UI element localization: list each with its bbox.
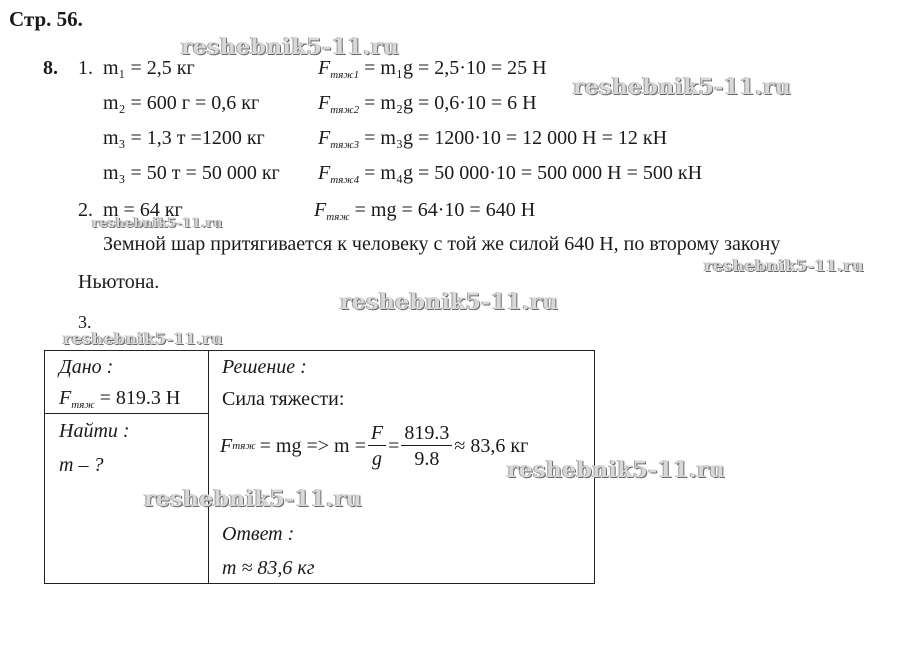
formula-expression: = m₄g = 50 000·10 = 500 000 Н = 500 кН (364, 162, 703, 184)
fraction-denominator: 9.8 (414, 448, 440, 470)
fraction-numerator: F (368, 423, 386, 446)
watermark: reshebnik5-11.ru (340, 289, 559, 315)
part2-formula (314, 200, 535, 223)
force-subscript: тяж4 (330, 174, 360, 186)
formula-expression: = m₂g = 0,6·10 = 6 Н (364, 92, 537, 114)
force-symbol: F (314, 199, 327, 221)
force-symbol: F (318, 127, 331, 149)
force-subscript: тяж (232, 439, 256, 452)
part2-label: 2. (78, 199, 93, 221)
formula-expression: = mg = 64·10 = 640 Н (354, 199, 536, 221)
part1-label: 1. (78, 57, 93, 79)
part3-label: 3. (78, 312, 92, 332)
force-subscript: тяж3 (330, 139, 360, 151)
part1-row2-formula (318, 93, 537, 116)
watermark: reshebnik5-11.ru (573, 74, 792, 100)
given-title: Дано : (59, 356, 114, 378)
solution-text: Сила тяжести: (222, 388, 345, 410)
equals-sign: = (388, 435, 400, 457)
force-subscript: тяж1 (330, 69, 360, 81)
fraction-denominator: g (372, 448, 382, 470)
force-symbol: F (318, 57, 331, 79)
force-subscript: тяж2 (330, 104, 360, 116)
part2-mass: m = 64 кг (103, 199, 183, 221)
result-value: ≈ 83,6 кг (454, 435, 529, 457)
force-symbol: F (318, 92, 331, 114)
part1-row1-formula (318, 58, 547, 81)
force-symbol: F (59, 387, 72, 409)
table-divider-horizontal (45, 413, 208, 414)
watermark: reshebnik5-11.ru (63, 329, 223, 348)
answer-value: m ≈ 83,6 кг (222, 557, 315, 579)
page-title: Стр. 56. (9, 7, 83, 31)
watermark: reshebnik5-11.ru (144, 486, 363, 512)
part2-explanation-line1: Земной шар притягивается к человеку с той же силой 640 Н, по второму закону (103, 233, 781, 255)
solution-formula (220, 423, 528, 469)
part1-row2-mass: m₂ = 600 г = 0,6 кг (103, 92, 260, 114)
force-subscript: тяж (326, 211, 350, 223)
formula-expression: = m₃g = 1200·10 = 12 000 Н = 12 кН (364, 127, 668, 149)
part1-row4-mass: m₃ = 50 т = 50 000 кг (103, 162, 280, 184)
watermark: reshebnik5-11.ru (92, 216, 223, 231)
part1-row3-mass: m₃ = 1,3 т =1200 кг (103, 127, 265, 149)
fraction-values (401, 423, 452, 469)
find-title: Найти : (59, 420, 130, 442)
solution-title: Решение : (222, 356, 307, 378)
watermark: reshebnik5-11.ru (181, 34, 400, 60)
watermark: reshebnik5-11.ru (704, 256, 864, 275)
watermark: reshebnik5-11.ru (507, 457, 726, 483)
answer-title: Ответ : (222, 523, 295, 545)
given-expression: = 819.3 Н (99, 387, 181, 409)
formula-left: = mg => m = (259, 435, 366, 457)
part2-explanation-line2: Ньютона. (78, 271, 160, 293)
fraction-f-over-g (368, 423, 386, 469)
given-value (59, 388, 180, 411)
problem-number: 8. (43, 57, 58, 79)
fraction-numerator: 819.3 (401, 423, 452, 446)
force-symbol: F (318, 162, 331, 184)
find-value: m – ? (59, 454, 104, 476)
part1-row3-formula (318, 128, 667, 151)
part1-row1-mass: m₁ = 2,5 кг (103, 57, 195, 79)
formula-expression: = m₁g = 2,5·10 = 25 Н (364, 57, 547, 79)
table-divider-vertical (208, 351, 209, 583)
force-subscript: тяж (71, 399, 95, 411)
part1-row4-formula (318, 163, 702, 186)
force-symbol: F (220, 435, 233, 457)
